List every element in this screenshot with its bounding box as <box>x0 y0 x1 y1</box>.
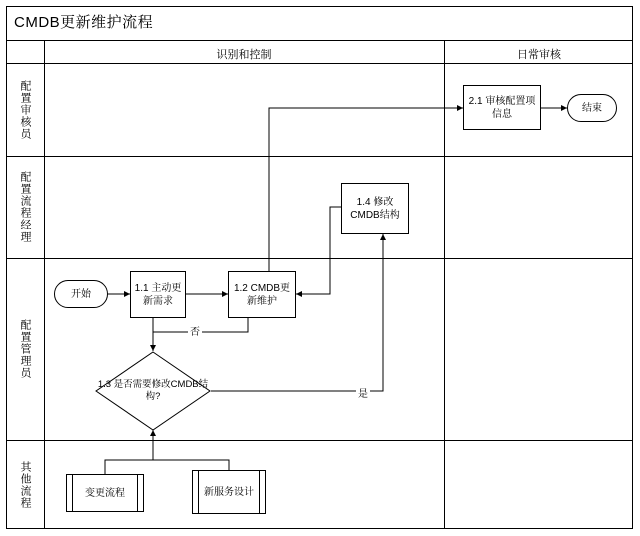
edge-label-no: 否 <box>188 323 202 338</box>
lane-label-auditor: 配置审核员 <box>19 79 31 140</box>
edge-label-yes: 是 <box>356 385 370 400</box>
column-header-control: 识别和控制 <box>216 49 272 61</box>
lane-label-other: 其他流程 <box>19 460 31 509</box>
divider-title <box>6 40 633 41</box>
node-change-process[interactable]: 变更流程 <box>66 474 144 512</box>
divider-column-split <box>444 40 445 529</box>
node-1-2-cmdb-update[interactable]: 1.2 CMDB更新维护 <box>228 271 296 318</box>
divider-lane-3 <box>6 440 633 441</box>
divider-lane-1 <box>6 156 633 157</box>
node-1-1-update-request[interactable]: 1.1 主动更新需求 <box>130 271 186 318</box>
column-header-review: 日常审核 <box>517 49 561 61</box>
divider-lane-2 <box>6 258 633 259</box>
lane-label-admin: 配置管理员 <box>19 319 31 379</box>
node-2-1-audit-ci-info[interactable]: 2.1 审核配置项信息 <box>463 85 541 130</box>
node-start[interactable]: 开始 <box>54 280 108 308</box>
node-new-service-design[interactable]: 新服务设计 <box>192 470 266 514</box>
node-1-3-need-structure-change[interactable] <box>95 351 211 431</box>
node-1-3-label: 1.3 是否需要修改CMDB结构? <box>97 379 209 402</box>
divider-lane-labels <box>44 40 45 529</box>
page-title: CMDB更新维护流程 <box>14 14 154 31</box>
node-end[interactable]: 结束 <box>567 94 617 122</box>
lane-label-manager: 配置流程经理 <box>19 171 31 243</box>
divider-columns <box>6 63 633 64</box>
node-1-4-modify-cmdb-structure[interactable]: 1.4 修改CMDB结构 <box>341 183 409 234</box>
